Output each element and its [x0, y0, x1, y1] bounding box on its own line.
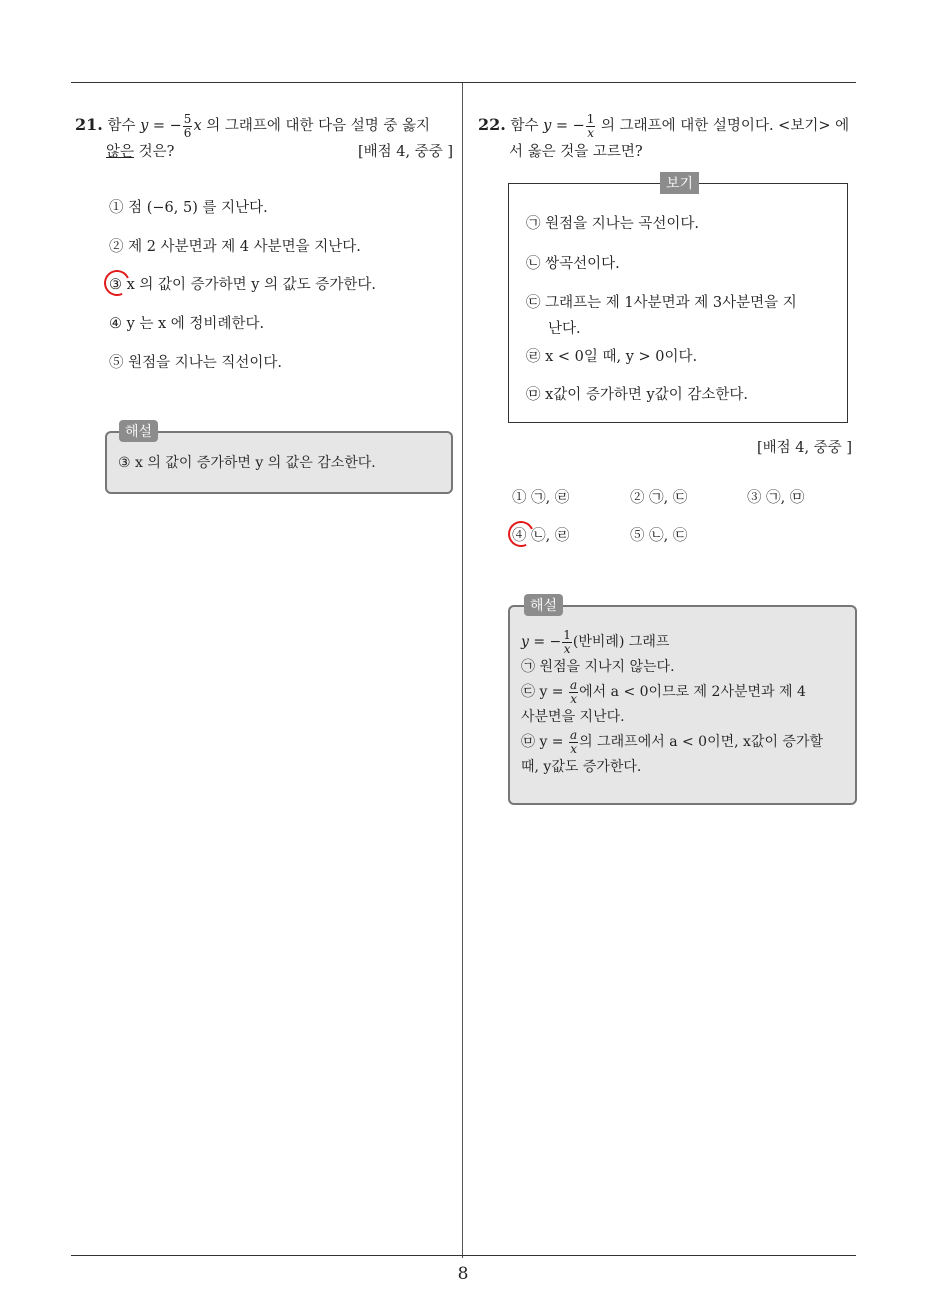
denominator: x: [570, 741, 577, 756]
variable: x: [193, 118, 202, 134]
question-text-line2: 서 옳은 것을 고르면?: [509, 144, 643, 161]
numerator: a: [570, 727, 578, 742]
solution-text: ③ x 의 값이 증가하면 y 의 값은 감소한다.: [118, 455, 376, 471]
solution-text: [521, 628, 851, 778]
solution-eq-lhs: y = −: [521, 634, 562, 650]
option-2[interactable]: ② ㉠, ㉢: [630, 490, 688, 506]
denominator: 6: [183, 125, 192, 140]
bogi-item-1: ㉠ 원점을 지나는 곡선이다.: [526, 216, 700, 232]
equation-lhs: y = −: [543, 118, 585, 134]
underlined-word: 않은: [106, 144, 135, 161]
numerator: 1: [563, 627, 571, 642]
solution-eq-pre: ㉤ y =: [521, 734, 568, 750]
numerator: 5: [183, 111, 192, 126]
bogi-item-2: ㉡ 쌍곡선이다.: [526, 256, 620, 272]
bogi-item-3-cont: 난다.: [548, 321, 581, 337]
question-number: 22.: [478, 115, 506, 134]
fraction: [562, 629, 572, 655]
bogi-item-5: ㉤ x값이 증가하면 y값이 감소한다.: [526, 387, 748, 403]
option-3[interactable]: ③ ㉠, ㉤: [747, 490, 805, 506]
bogi-label: 보기: [660, 172, 699, 194]
solution-line-6: 때, y값도 증가한다.: [521, 759, 642, 775]
numerator: a: [570, 677, 578, 692]
fraction: [569, 729, 578, 755]
question-text-rest: 의 그래프에 대한 다음 설명 중 옳지: [201, 118, 430, 134]
equation-lhs: y = −: [140, 118, 182, 134]
solution-line-4: 사분면을 지난다.: [521, 709, 625, 725]
fraction: [183, 113, 193, 139]
solution-line-5: 의 그래프에서 a < 0이면, x값이 증가할: [579, 734, 823, 750]
score-label: [배점 4, 중중 ]: [756, 440, 852, 456]
option-4[interactable]: ④ y 는 x 에 정비례한다.: [109, 316, 265, 332]
option-5[interactable]: ⑤ 원점을 지나는 직선이다.: [109, 355, 283, 371]
bottom-rule: [71, 1255, 856, 1256]
solution-line-3: 에서 a < 0이므로 제 2사분면과 제 4: [579, 684, 806, 700]
column-divider: [462, 83, 463, 1258]
numerator: 1: [586, 111, 595, 126]
question-text: 함수: [510, 118, 539, 134]
denominator: x: [570, 691, 577, 706]
question-text-line2: 것은?: [134, 144, 175, 161]
question-22: [478, 112, 858, 165]
bogi-item-3: ㉢ 그래프는 제 1사분면과 제 3사분면을 지: [526, 295, 797, 311]
option-1[interactable]: ① 점 (−6, 5) 를 지난다.: [109, 200, 268, 216]
bogi-item-4: ㉣ x < 0일 때, y > 0이다.: [526, 349, 698, 365]
denominator: x: [563, 641, 571, 656]
fraction: [586, 113, 596, 139]
solution-label: 해설: [524, 594, 563, 616]
score-label: [배점 4, 중중 ]: [357, 144, 453, 161]
solution-line-1: (반비례) 그래프: [572, 634, 670, 650]
option-2[interactable]: ② 제 2 사분면과 제 4 사분면을 지난다.: [109, 239, 361, 255]
top-rule: [71, 82, 856, 83]
fraction: [569, 679, 578, 705]
solution-label: 해설: [119, 420, 158, 442]
page-number: 8: [457, 1264, 469, 1284]
question-text-rest: 의 그래프에 대한 설명이다. <보기> 에: [596, 118, 850, 134]
option-1[interactable]: ① ㉠, ㉣: [512, 490, 570, 506]
option-3[interactable]: ③ x 의 값이 증가하면 y 의 값도 증가한다.: [109, 277, 376, 293]
option-4[interactable]: ④ ㉡, ㉣: [512, 528, 570, 544]
option-5[interactable]: ⑤ ㉡, ㉢: [630, 528, 688, 544]
denominator: x: [587, 125, 594, 140]
question-number: 21.: [75, 115, 103, 134]
question-21: [75, 112, 453, 165]
question-text: 함수: [107, 118, 136, 134]
solution-eq-pre: ㉢ y =: [521, 684, 568, 700]
solution-line-2: ㉠ 원점을 지나지 않는다.: [521, 659, 675, 675]
